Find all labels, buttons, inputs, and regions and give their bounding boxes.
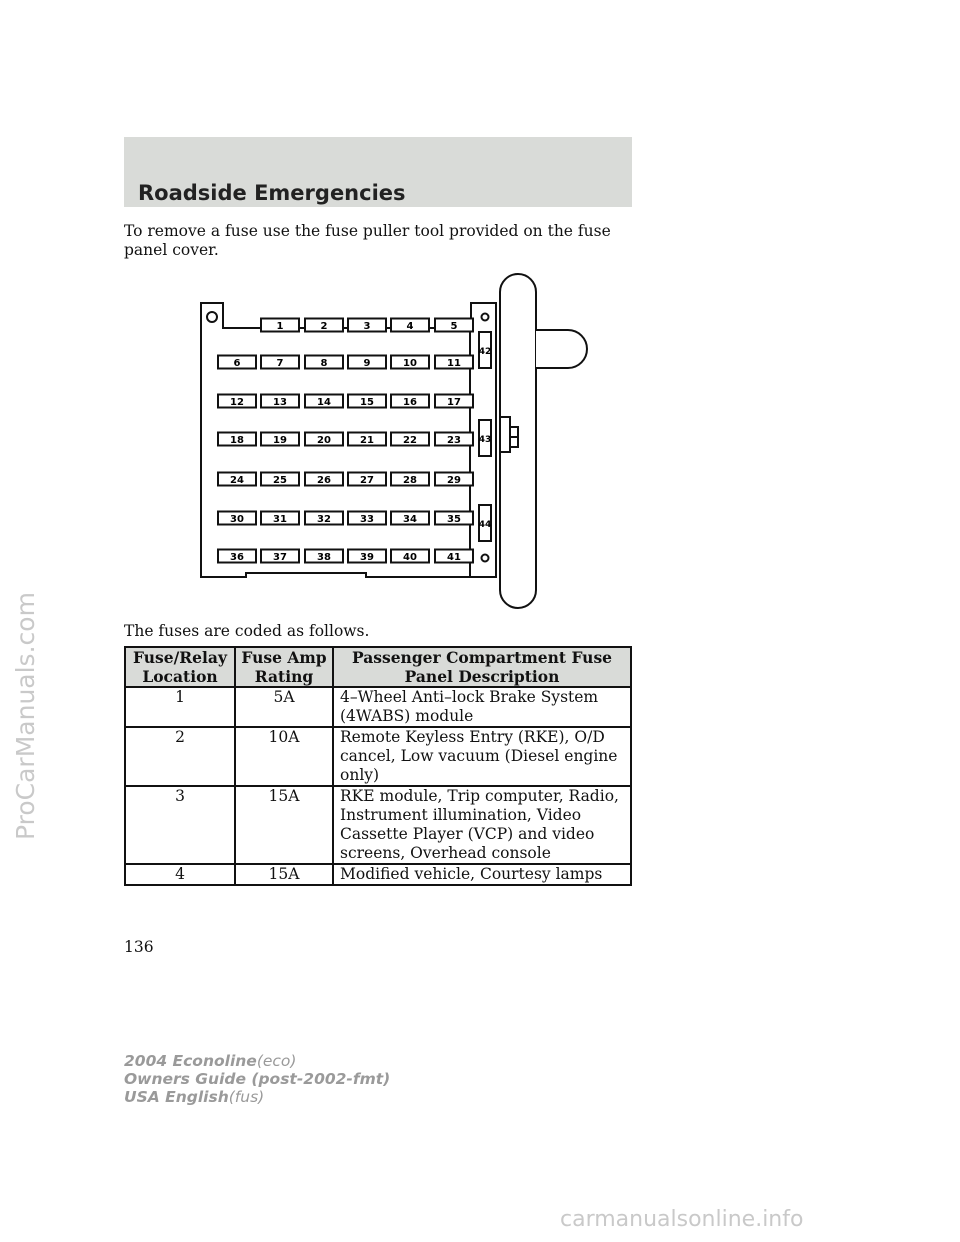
fuse-6 [218,356,256,370]
fuse-14 [305,395,343,409]
relay-label: 43 [478,435,492,445]
fuse-label: 12 [230,397,244,408]
cell-rating: 15A [235,864,333,885]
fuse-4 [391,319,429,333]
fuse-label: 8 [320,358,328,369]
fuse-23 [435,433,473,447]
cell-location: 3 [125,786,235,864]
relay-42 [479,332,492,368]
header-rating: Fuse Amp Rating [235,647,333,687]
fuse-label: 29 [447,475,461,486]
fuse-38 [305,550,343,564]
footer-language: USA English [124,1088,229,1106]
cell-description: 4–Wheel Anti–lock Brake System (4WABS) module [333,687,631,727]
fuse-32 [305,512,343,526]
fuse-label: 7 [276,358,284,369]
fuse-31 [261,512,299,526]
cell-description: Remote Keyless Entry (RKE), O/D cancel, Low vacuum (Diesel engine only) [333,727,631,786]
fuse-label: 41 [447,552,461,563]
coded-text: The fuses are coded as follows. [124,622,370,640]
footer-model: 2004 Econoline [124,1052,257,1070]
fuse-panel-diagram [196,272,596,616]
fuse-35 [435,512,473,526]
fuse-label: 10 [403,358,417,369]
footer-language-code: (fus) [228,1088,265,1106]
fuse-13 [261,395,299,409]
fuse-8 [305,356,343,370]
fuse-40 [391,550,429,564]
fuse-label: 16 [403,397,417,408]
fuse-16 [391,395,429,409]
fuse-label: 9 [363,358,371,369]
relay-label: 44 [478,520,492,530]
watermark-bottom: carmanualsonline.info [560,1207,804,1232]
fuse-26 [305,473,343,487]
fuse-label: 24 [230,475,244,486]
table-row [125,864,631,885]
fuse-label: 35 [447,514,461,525]
fuse-label: 32 [317,514,331,525]
cell-location: 4 [125,864,235,885]
fuse-label: 28 [403,475,417,486]
fuse-panel-svg [196,272,596,612]
cell-location: 2 [125,727,235,786]
relay-label: 42 [478,347,492,357]
fuse-19 [261,433,299,447]
fuse-label: 4 [406,321,414,332]
fuse-label: 25 [273,475,287,486]
intro-paragraph: To remove a fuse use the fuse puller tool provided on the fuse panel cover. [124,222,611,259]
cover-tab [536,330,587,368]
fuse-36 [218,550,256,564]
section-header [124,137,632,207]
fuse-label: 1 [276,321,284,332]
fuse-17 [435,395,473,409]
fuse-label: 26 [317,475,331,486]
fuse-7 [261,356,299,370]
fuse-label: 30 [230,514,244,525]
fuse-table [124,646,632,886]
fuse-29 [435,473,473,487]
cell-rating: 15A [235,786,333,864]
header-description: Passenger Compartment Fuse Panel Description [333,647,631,687]
fuse-label: 3 [363,321,371,332]
fuse-label: 14 [317,397,331,408]
fuse-label: 22 [403,435,417,446]
fuse-label: 23 [447,435,461,446]
fuse-30 [218,512,256,526]
fuse-label: 20 [317,435,331,446]
fuse-12 [218,395,256,409]
fuse-25 [261,473,299,487]
fuse-1 [261,319,299,333]
fuse-41 [435,550,473,564]
cell-rating: 10A [235,727,333,786]
fuse-15 [348,395,386,409]
fuse-5 [435,319,473,333]
watermark-left-text: ProCarManuals.com [11,592,40,840]
fuse-label: 17 [447,397,461,408]
fuse-10 [391,356,429,370]
fuse-label: 13 [273,397,287,408]
mount-hole [482,555,489,562]
fuse-22 [391,433,429,447]
footer-guide: Owners Guide (post-2002-fmt) [124,1070,391,1088]
fuse-label: 19 [273,435,287,446]
fuse-label: 34 [403,514,417,525]
fuse-label: 39 [360,552,374,563]
fuse-label: 2 [320,321,328,332]
fuse-21 [348,433,386,447]
table-header-row [125,647,631,687]
fuse-18 [218,433,256,447]
fuse-label: 21 [360,435,374,446]
fuse-label: 33 [360,514,374,525]
fuse-label: 37 [273,552,287,563]
cell-rating: 5A [235,687,333,727]
relay-44 [479,505,492,541]
watermark-left [4,250,44,850]
section-title: Roadside Emergencies [138,181,406,205]
fuse-3 [348,319,386,333]
fuse-28 [391,473,429,487]
fuse-27 [348,473,386,487]
mount-hole [207,312,217,322]
table-row [125,687,631,727]
table-row [125,786,631,864]
fuse-label: 18 [230,435,244,446]
fuse-37 [261,550,299,564]
fuse-label: 27 [360,475,374,486]
footer-model-code: (eco) [256,1052,297,1070]
relay-43 [479,420,492,456]
mount-hole [482,314,489,321]
fuse-20 [305,433,343,447]
fuse-label: 11 [447,358,461,369]
fuse-11 [435,356,473,370]
table-row [125,727,631,786]
fuse-label: 31 [273,514,287,525]
fuse-2 [305,319,343,333]
fuse-33 [348,512,386,526]
fuse-label: 38 [317,552,331,563]
fuse-34 [391,512,429,526]
document-footer [124,1052,390,1106]
header-location: Fuse/Relay Location [125,647,235,687]
fuse-39 [348,550,386,564]
cell-description: RKE module, Trip computer, Radio, Instrument illumination, Video Cassette Player (VCP) and video screens, Overhead console [333,786,631,864]
cell-location: 1 [125,687,235,727]
fuse-label: 6 [233,358,241,369]
fuse-label: 15 [360,397,374,408]
fuse-9 [348,356,386,370]
page-number: 136 [124,938,154,956]
fuse-label: 5 [450,321,458,332]
fuse-label: 36 [230,552,244,563]
cell-description: Modified vehicle, Courtesy lamps [333,864,631,885]
fuse-label: 40 [403,552,417,563]
fuse-24 [218,473,256,487]
